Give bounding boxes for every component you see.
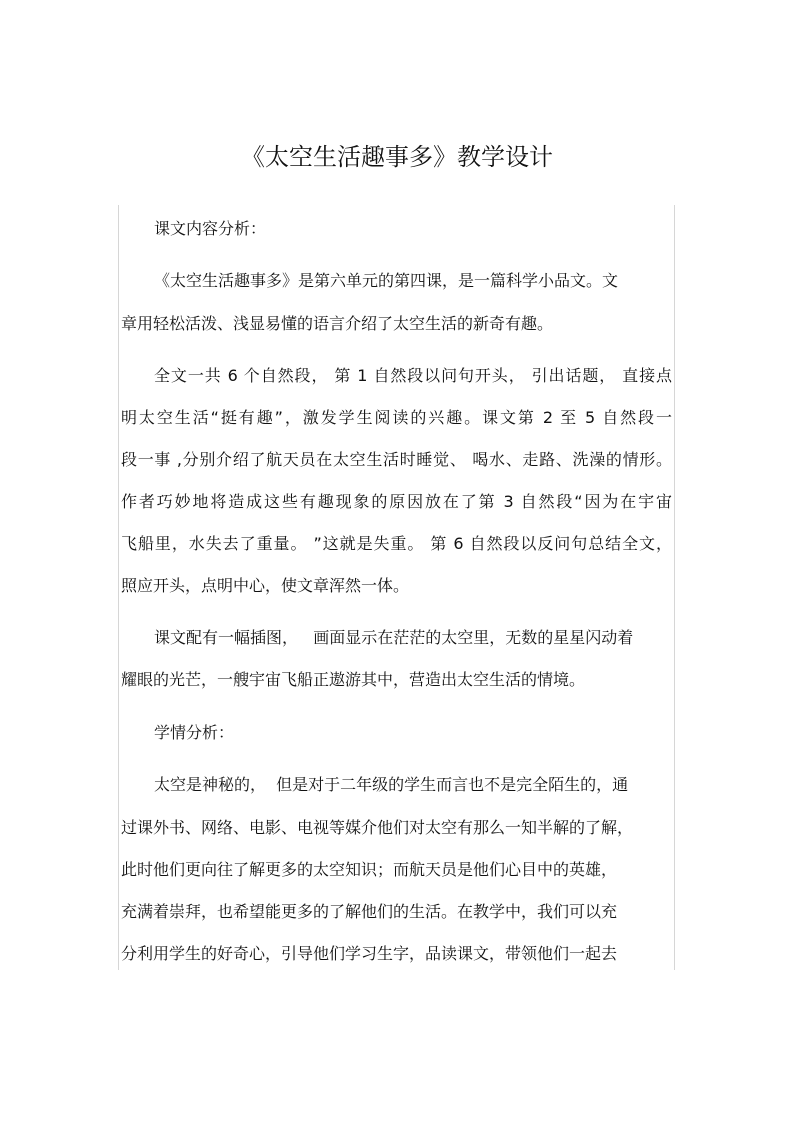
paragraph-line: 此时他们更向往了解更多的太空知识；而航天员是他们心目中的英雄， — [121, 860, 618, 879]
paragraph-line: 全文一共 6 个自然段， 第 1 自然段以问句开头， 引出话题， 直接点 — [154, 366, 672, 385]
paragraph-line: 《太空生活趣事多》是第六单元的第四课，是一篇科学小品文。文 — [154, 271, 619, 290]
paragraph-line: 段一事 ,分别介绍了航天员在太空生活时睡觉、 喝水、走路、洗澡的情形。 — [121, 450, 672, 469]
paragraph-line: 飞船里，水失去了重量。 ”这就是失重。 第 6 自然段以反问句总结全文， — [121, 534, 672, 553]
section-heading-lesson-analysis: 课文内容分析： — [154, 219, 267, 238]
section-heading-learner-analysis: 学情分析： — [154, 723, 235, 742]
paragraph-line: 照应开头，点明中心，使文章浑然一体。 — [121, 576, 410, 595]
paragraph-line: 章用轻松活泼、浅显易懂的语言介绍了太空生活的新奇有趣。 — [121, 314, 554, 333]
left-margin-line — [118, 205, 119, 970]
paragraph-line: 课文配有一幅插图， 画面显示在茫茫的太空里，无数的星星闪动着 — [154, 628, 634, 647]
paragraph-line: 作者巧妙地将造成这些有趣现象的原因放在了第 3 自然段“因为在宇宙 — [121, 492, 672, 511]
document-title: 《太空生活趣事多》教学设计 — [241, 143, 553, 171]
paragraph-line: 充满着崇拜，也希望能更多的了解他们的生活。在教学中，我们可以充 — [121, 902, 618, 921]
paragraph-line: 明太空生活“挺有趣”，激发学生阅读的兴趣。课文第 2 至 5 自然段一 — [121, 408, 672, 427]
paragraph-line: 耀眼的光芒，一艘宇宙飞船正遨游其中，营造出太空生活的情境。 — [121, 670, 586, 689]
right-margin-line — [674, 205, 675, 970]
paragraph-line: 太空是神秘的， 但是对于二年级的学生而言也不是完全陌生的，通 — [154, 775, 629, 794]
paragraph-line: 分利用学生的好奇心，引导他们学习生字，品读课文，带领他们一起去 — [121, 944, 618, 963]
paragraph-line: 过课外书、网络、电影、电视等媒介他们对太空有那么一知半解的了解， — [121, 818, 634, 837]
